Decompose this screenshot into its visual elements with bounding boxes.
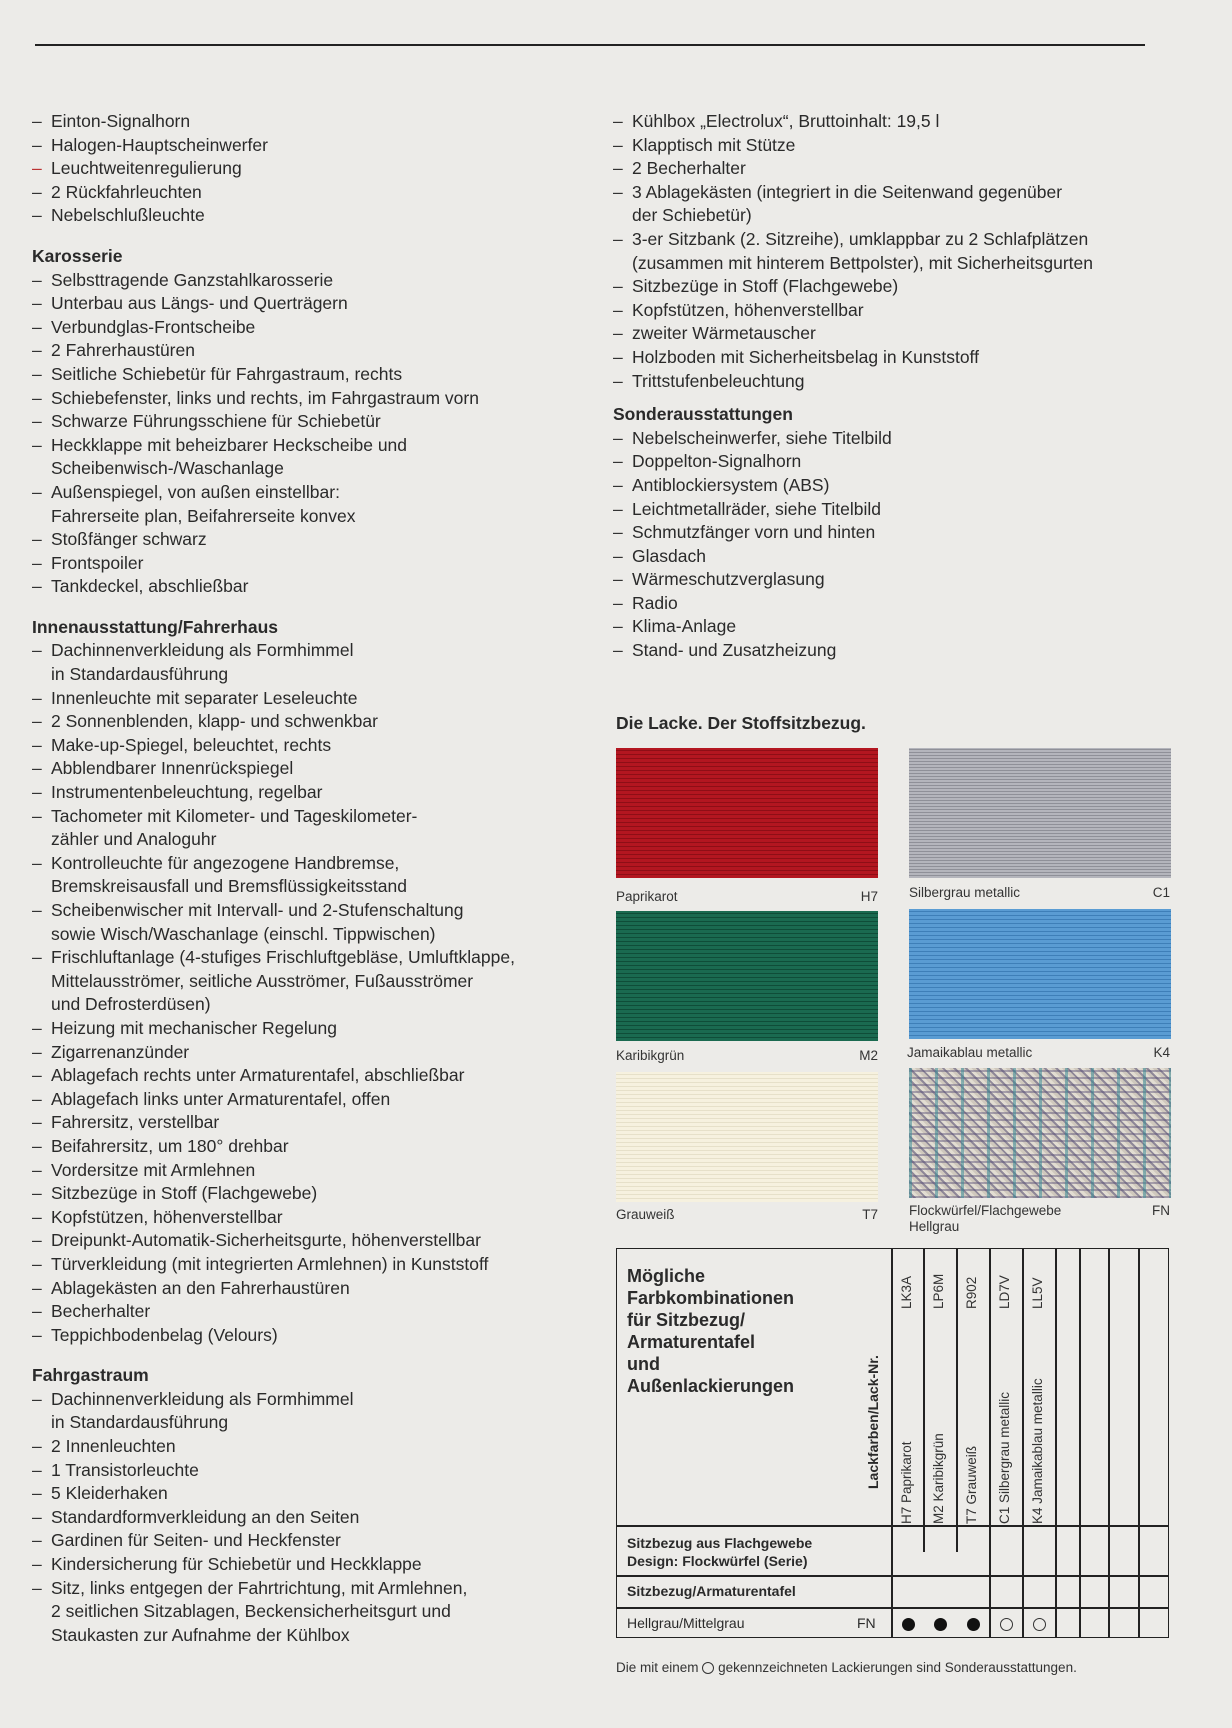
- list-item: – Becherhalter: [32, 1300, 602, 1324]
- list-item: – Selbsttragende Ganzstahlkarosserie: [32, 269, 602, 293]
- list-item: – Holzboden mit Sicherheitsbelag in Kunststoff: [613, 346, 1193, 370]
- list-item: – 2 Innenleuchten: [32, 1435, 602, 1459]
- table-axis-label: Lackfarben/Lack-Nr.: [865, 1355, 881, 1489]
- list-item: – Gardinen für Seiten- und Heckfenster: [32, 1529, 602, 1553]
- list-item: – Einton-Signalhorn: [32, 110, 602, 134]
- list-item: – Leichtmetallräder, siehe Titelbild: [613, 498, 1193, 522]
- list-item: – Nebelscheinwerfer, siehe Titelbild: [613, 427, 1193, 451]
- swatch-silbergrau: [909, 748, 1171, 878]
- list-item: – Tankdeckel, abschließbar: [32, 575, 602, 599]
- list-item: – Dachinnenverkleidung als Formhimmel in Standardausführung: [32, 1388, 602, 1435]
- right-column: [613, 110, 1193, 663]
- intro-list: [32, 110, 602, 228]
- section-heading-innenausstattung: Innenausstattung/Fahrerhaus: [32, 616, 279, 637]
- list-item: – Leuchtweitenregulierung: [32, 157, 602, 181]
- swatch-code: M2: [859, 1048, 878, 1063]
- color-combination-table: [616, 1248, 1169, 1638]
- list-item: – Trittstufenbeleuchtung: [613, 370, 1193, 394]
- col-lack-nr: LL5V: [1030, 1277, 1045, 1309]
- list-item: – Ablagefach rechts unter Armaturentafel, abschließbar: [32, 1064, 602, 1088]
- footnote: Die mit einem gekennzeichneten Lackierungen sind Sonderausstattungen.: [616, 1660, 1077, 1675]
- list-item: – 2 Fahrerhaustüren: [32, 339, 602, 363]
- section-label-flachgewebe: Sitzbezug aus Flachgewebe Design: Flockwürfel (Serie): [627, 1535, 813, 1569]
- swatch-label: Silbergrau metallic: [909, 885, 1021, 900]
- section-list: [32, 269, 602, 599]
- list-item: – Zigarrenanzünder: [32, 1041, 602, 1065]
- sonderausstattungen-list: [613, 427, 1193, 663]
- list-item: – Stand- und Zusatzheizung: [613, 639, 1193, 663]
- list-item: – Antiblockiersystem (ABS): [613, 474, 1193, 498]
- list-item: – Glasdach: [613, 545, 1193, 569]
- col-lack-nr: LD7V: [997, 1275, 1012, 1309]
- col-color-label: M2 Karibikgrün: [931, 1433, 946, 1524]
- swatch-karibikgruen: [616, 911, 878, 1041]
- list-item: – Dreipunkt-Automatik-Sicherheitsgurte, höhenverstellbar: [32, 1229, 602, 1253]
- list-item: – Wärmeschutzverglasung: [613, 568, 1193, 592]
- col-color-label: C1 Silbergrau metallic: [997, 1391, 1012, 1524]
- list-item: – Standardformverkleidung an den Seiten: [32, 1506, 602, 1530]
- list-item: – Klima-Anlage: [613, 615, 1193, 639]
- open-circle-icon: [1000, 1618, 1013, 1631]
- list-item: – Außenspiegel, von außen einstellbar: Fahrerseite plan, Beifahrerseite konvex: [32, 481, 602, 528]
- list-item: – Stoßfänger schwarz: [32, 528, 602, 552]
- list-item: – Unterbau aus Längs- und Querträgern: [32, 292, 602, 316]
- list-item: – Fahrersitz, verstellbar: [32, 1111, 602, 1135]
- list-item: – 3-er Sitzbank (2. Sitzreihe), umklappbar zu 2 Schlafplätzen (zusammen mit hinterem Bettpolster), mit Sicherheitsgurten: [613, 228, 1193, 275]
- list-item: – Teppichbodenbelag (Velours): [32, 1324, 602, 1348]
- list-item: – 2 Sonnenblenden, klapp- und schwenkbar: [32, 710, 602, 734]
- swatch-label: Jamaikablau metallic: [907, 1045, 1033, 1060]
- list-item: – Dachinnenverkleidung als Formhimmel in Standardausführung: [32, 639, 602, 686]
- list-item: – Sitz, links entgegen der Fahrtrichtung, mit Armlehnen, 2 seitlichen Sitzablagen, Beckensicherheitsgurt und Staukasten zur Aufnahme der Kühlbox: [32, 1577, 602, 1648]
- list-item: – 5 Kleiderhaken: [32, 1482, 602, 1506]
- list-item: – zweiter Wärmetauscher: [613, 322, 1193, 346]
- section-heading-sonderausstattungen: Sonderausstattungen: [613, 404, 793, 425]
- list-item: – Nebelschlußleuchte: [32, 204, 602, 228]
- open-circle-icon: [702, 1662, 714, 1674]
- col-color-label: K4 Jamaikablau metallic: [1030, 1378, 1045, 1524]
- list-item: – Verbundglas-Frontscheibe: [32, 316, 602, 340]
- row-code: FN: [857, 1615, 876, 1631]
- list-item: – Instrumentenbeleuchtung, regelbar: [32, 781, 602, 805]
- fahrgastraum-continued-list: [613, 110, 1193, 393]
- swatch-code: H7: [860, 889, 878, 904]
- swatch-label: Paprikarot: [616, 889, 678, 904]
- list-item: – Schmutzfänger vorn und hinten: [613, 521, 1193, 545]
- swatch-label: Grauweiß: [616, 1207, 675, 1222]
- col-color-label: H7 Paprikarot: [899, 1441, 914, 1524]
- col-lack-nr: R902: [964, 1276, 979, 1309]
- swatch-jamaikablau: [909, 909, 1171, 1039]
- list-item: – Kopfstützen, höhenverstellbar: [32, 1206, 602, 1230]
- list-item: – Türverkleidung (mit integrierten Armlehnen) in Kunststoff: [32, 1253, 602, 1277]
- section-heading-fahrgastraum: Fahrgastraum: [32, 1365, 149, 1386]
- list-item: – Ablagefach links unter Armaturentafel, offen: [32, 1088, 602, 1112]
- list-item: – Heizung mit mechanischer Regelung: [32, 1017, 602, 1041]
- row-label: Hellgrau/Mittelgrau: [627, 1615, 745, 1631]
- list-item: – Ablagekästen an den Fahrerhaustüren: [32, 1277, 602, 1301]
- top-rule: [35, 44, 1145, 46]
- list-item: – 1 Transistorleuchte: [32, 1459, 602, 1483]
- list-item: – 2 Becherhalter: [613, 157, 1193, 181]
- swatch-code: T7: [862, 1207, 878, 1222]
- list-item: – Seitliche Schiebetür für Fahrgastraum, rechts: [32, 363, 602, 387]
- list-item: – Sitzbezüge in Stoff (Flachgewebe): [32, 1182, 602, 1206]
- col-lack-nr: LP6M: [931, 1273, 946, 1309]
- swatch-flockwuerfel: [909, 1068, 1171, 1198]
- list-item: – Kühlbox „Electrolux“, Bruttoinhalt: 19,5 l: [613, 110, 1193, 134]
- list-item: – Frischluftanlage (4-stufiges Frischluftgebläse, Umluftklappe, Mittelausströmer, seitliche Ausströmer, Fußausströmer und Defrosterdüsen): [32, 946, 602, 1017]
- list-item: – Doppelton-Signalhorn: [613, 450, 1193, 474]
- list-item: – Halogen-Hauptscheinwerfer: [32, 134, 602, 158]
- list-item: – Scheibenwischer mit Intervall- und 2-Stufenschaltung sowie Wisch/Waschanlage (einschl. Tippwischen): [32, 899, 602, 946]
- section-list: [32, 1388, 602, 1648]
- filled-dot-icon: [934, 1618, 947, 1631]
- list-item: – Schwarze Führungsschiene für Schiebetür: [32, 410, 602, 434]
- col-lack-nr: LK3A: [899, 1275, 914, 1309]
- filled-dot-icon: [967, 1618, 980, 1631]
- swatch-label: Flockwürfel/Flachgewebe Hellgrau: [909, 1203, 1062, 1234]
- list-item: – Make-up-Spiegel, beleuchtet, rechts: [32, 734, 602, 758]
- list-item: – 2 Rückfahrleuchten: [32, 181, 602, 205]
- swatch-code: C1: [1152, 885, 1170, 900]
- list-item: – Tachometer mit Kilometer- und Tageskilometer- zähler und Analoguhr: [32, 805, 602, 852]
- list-item: – Klapptisch mit Stütze: [613, 134, 1193, 158]
- list-item: – Vordersitze mit Armlehnen: [32, 1159, 602, 1183]
- swatches-title: Die Lacke. Der Stoffsitzbezug.: [616, 713, 866, 733]
- list-item: – 3 Ablagekästen (integriert in die Seitenwand gegenüber der Schiebetür): [613, 181, 1193, 228]
- list-item: – Abblendbarer Innenrückspiegel: [32, 757, 602, 781]
- swatch-code: FN: [1152, 1203, 1170, 1218]
- list-item: – Kindersicherung für Schiebetür und Heckklappe: [32, 1553, 602, 1577]
- list-item: – Frontspoiler: [32, 552, 602, 576]
- swatch-paprikarot: [616, 748, 878, 878]
- swatch-label: Karibikgrün: [616, 1048, 685, 1063]
- list-item: – Radio: [613, 592, 1193, 616]
- list-item: – Schiebefenster, links und rechts, im Fahrgastraum vorn: [32, 387, 602, 411]
- swatch-grauweiss: [616, 1072, 878, 1202]
- list-item: – Heckklappe mit beheizbarer Heckscheibe und Scheibenwisch-/Waschanlage: [32, 434, 602, 481]
- col-color-label: T7 Grauweiß: [964, 1445, 979, 1524]
- section-heading-karosserie: Karosserie: [32, 245, 123, 266]
- table-title: Mögliche Farbkombinationen für Sitzbezug/ Armaturentafel und Außenlackierungen: [627, 1266, 795, 1396]
- filled-dot-icon: [902, 1618, 915, 1631]
- section-label-armaturentafel: Sitzbezug/Armaturentafel: [627, 1583, 796, 1599]
- list-item: – Innenleuchte mit separater Leseleuchte: [32, 687, 602, 711]
- swatch-code: K4: [1153, 1045, 1170, 1060]
- left-column: [32, 110, 602, 1647]
- list-item: – Sitzbezüge in Stoff (Flachgewebe): [613, 275, 1193, 299]
- list-item: – Kopfstützen, höhenverstellbar: [613, 299, 1193, 323]
- list-item: – Beifahrersitz, um 180° drehbar: [32, 1135, 602, 1159]
- open-circle-icon: [1033, 1618, 1046, 1631]
- list-item: – Kontrolleuchte für angezogene Handbremse, Bremskreisausfall und Bremsflüssigkeitsstand: [32, 852, 602, 899]
- section-list: [32, 639, 602, 1347]
